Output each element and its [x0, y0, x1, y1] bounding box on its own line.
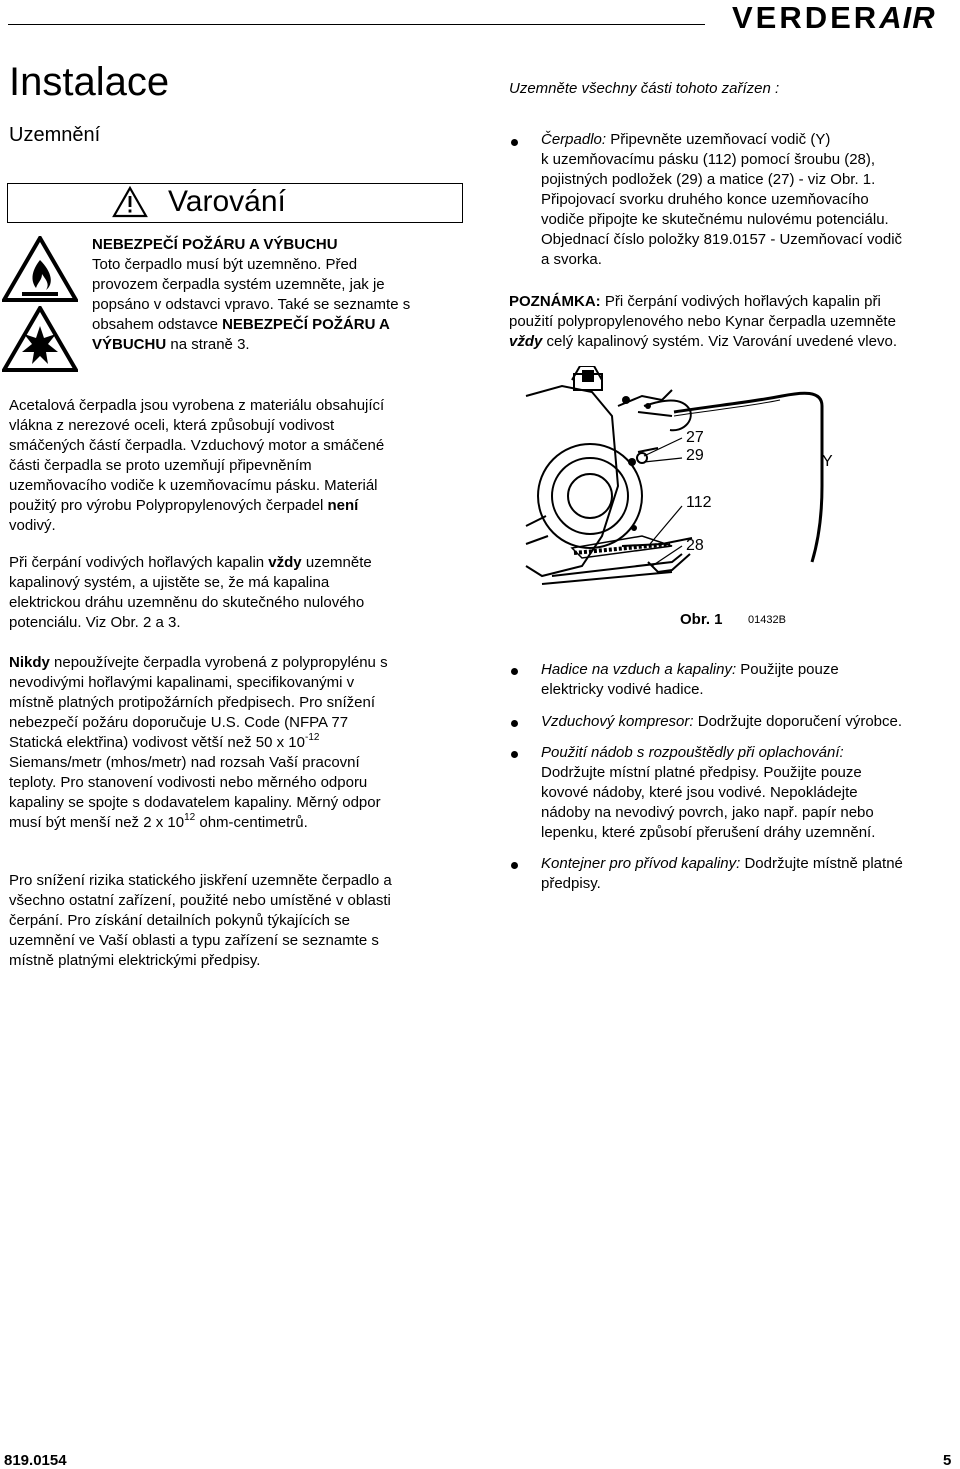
right-intro: Uzemněte všechny části tohoto zařízen :: [509, 80, 780, 97]
figure-label: Y: [822, 453, 833, 470]
paragraph-always-ground: Při čerpání vodivých hořlavých kapalin vždy uzemněte kapalinový systém, a ujistěte se, že má kapalina elektrickou dráhu uzemněnu do skutečného nulového potenciálu. Viz Obr. 2 a 3.: [9, 554, 372, 631]
explosion-hazard-icon: [2, 306, 78, 372]
paragraph-never-use: Nikdy nepoužívejte čerpadla vyrobená z polypropylénu s nevodivými hořlavými kapalinami, specifikovanými v místně platných protipožárních předpisech. Pro snížení nebezpečí požáru doporučuje U.S. Code (NFPA 77 Statická elektřina) vodivost větší než 50 x $10^{-12}$ Siemans/metr (mhos/metr) nad rozsah Vaší pracovní teploty. Pro stanovení vodivosti nebo měrného odporu kapaliny se spojte s dodavatelem kapaliny. Měrný odpor musí být menší než 2 x $10^{12}$ ohm-centimetrů.: [9, 654, 388, 831]
warning-line: obsahem odstavce NEBEZPEČÍ POŽÁRU A: [92, 316, 390, 333]
page-number: 5: [943, 1452, 952, 1469]
page-title: Instalace: [9, 60, 170, 104]
bullet-dot: [511, 751, 518, 758]
section-title: Uzemnění: [9, 124, 101, 146]
warning-heading: NEBEZPEČÍ POŽÁRU A VÝBUCHU: [92, 236, 338, 253]
note-text: POZNÁMKA: Při čerpání vodivých hořlavých kapalin při použití polypropylenového nebo Kynar čerpadla uzemněte vždy celý kapalinový systém. Viz Varování uvedené vlevo.: [509, 293, 897, 350]
figure-label: 27: [686, 429, 704, 446]
doc-number: 819.0154: [4, 1452, 67, 1469]
figure-label: 28: [686, 537, 704, 554]
bullet-item: Vzduchový kompresor: Dodržujte doporučení výrobce.: [541, 713, 903, 730]
bullet-item: Použití nádob s rozpouštědly při oplachování: Dodržujte místní platné předpisy. Použijte pouze kovové nádoby, které jsou vodivé. Nepokládejte nádoby na nevodivý povrch, jako např. papír nebo lepenku, které způsobí přerušení dráhy uzemnění.: [541, 744, 876, 841]
fire-hazard-icon: [2, 236, 78, 302]
warning-triangle-icon: [112, 186, 148, 218]
brand-logo: [732, 0, 936, 36]
brand-suffix: AIR: [879, 0, 936, 35]
figure-label: 112: [686, 494, 712, 511]
bullet-dot: [511, 720, 518, 727]
pump-grounding-figure: [522, 366, 960, 626]
warning-text: [92, 235, 477, 355]
bullet-dot: [511, 862, 518, 869]
pump-grounding-text: Čerpadlo: Připevněte uzemňovací vodič (Y) k uzemňovacímu pásku (112) pomocí šroubu (28), pojistných podložek (29) a matice (27) - viz Obr. 1. Připojovací svorku druhého konce uzemňovacího vodiče připojte ke skutečnému nulovému potenciálu. Objednací číslo položky 819.0157 - Uzemňovací vodič a svorka.: [541, 131, 903, 268]
bullet-item: Hadice na vzduch a kapaliny: Použijte pouze elektricky vodivé hadice.: [541, 661, 839, 698]
bullet-dot: [511, 139, 518, 146]
figure-label: 29: [686, 447, 704, 464]
warning-title: Varování: [168, 185, 286, 218]
bullet-dot: [511, 668, 518, 675]
brand-main: VERDER: [732, 0, 880, 35]
warning-line: Toto čerpadlo musí být uzemněno. Před: [92, 256, 358, 273]
figure-caption: Obr. 1: [680, 611, 723, 628]
warning-line: provozem čerpadla systém uzemněte, jak je: [92, 276, 385, 293]
warning-line: VÝBUCHU na straně 3.: [92, 336, 250, 353]
figure-code: 01432B: [748, 614, 786, 626]
paragraph-static-risk: Pro snížení rizika statického jiskření uzemněte čerpadlo a všechno ostatní zařízení, použité nebo umístěné v oblasti čerpání. Pro získání detailních pokynů týkajících se uzemnění ve Vaší oblasti a typu zařízení se seznamte s místně platnými elektrickými předpisy.: [9, 872, 392, 969]
warning-line: popsáno v odstavci vpravo. Také se seznamte s: [92, 296, 411, 313]
header-rule: [8, 24, 705, 25]
bullet-item: Kontejner pro přívod kapaliny: Dodržujte místně platné předpisy.: [541, 855, 903, 892]
paragraph-acetal: Acetalová čerpadla jsou vyrobena z materiálu obsahující vlákna z nerezové oceli, která způsobují vodivost smáčených částí čerpadla. Vzduchový motor a smáčené části čerpadla se proto uzemňují připevněním uzemňovacího vodiče k uzemňovacímu pásku. Materiál použitý pro výrobu Polypropylenových čerpadel není vodivý.: [9, 397, 385, 534]
